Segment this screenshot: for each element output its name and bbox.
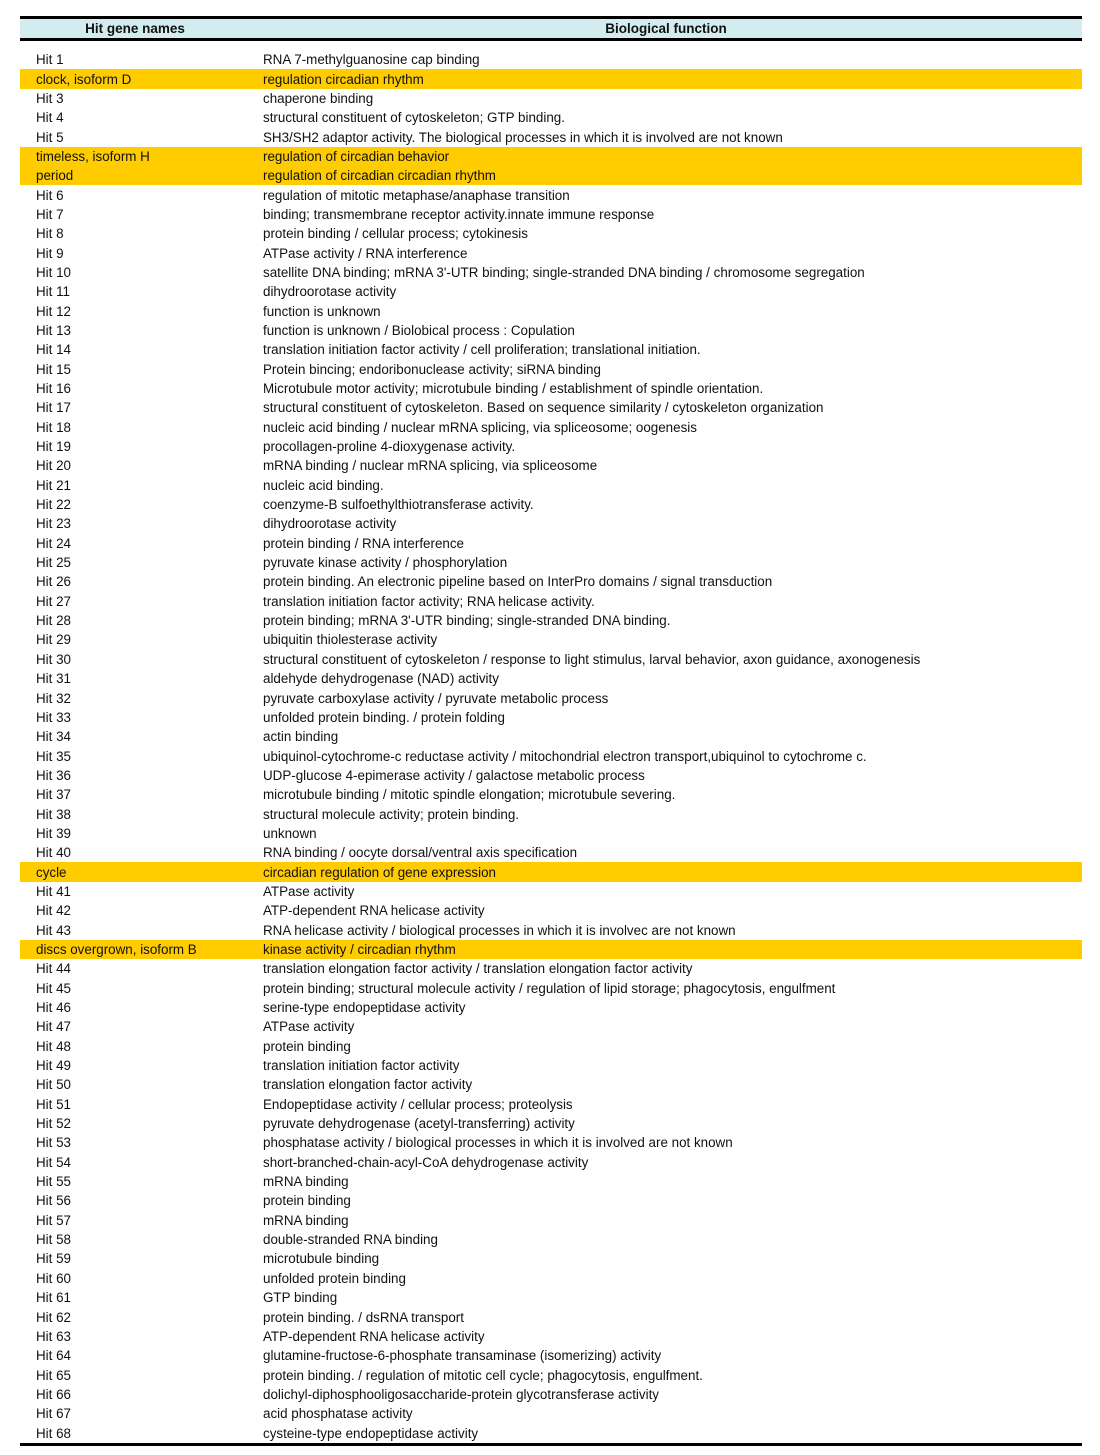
table-row xyxy=(20,804,1082,823)
table-header xyxy=(20,19,1082,38)
gene-name-cell: Hit 52 xyxy=(36,1116,71,1132)
header-gene-names: Hit gene names xyxy=(85,21,185,36)
table-row xyxy=(20,862,1082,881)
function-cell: protein binding; structural molecule activity / regulation of lipid storage; phagocytosis, engulfment xyxy=(263,980,836,996)
function-cell: function is unknown xyxy=(263,303,381,319)
table-row xyxy=(20,495,1082,514)
gene-name-cell: Hit 25 xyxy=(36,555,71,571)
gene-name-cell: Hit 66 xyxy=(36,1386,71,1402)
function-cell: unknown xyxy=(263,825,317,841)
gene-name-cell: Hit 15 xyxy=(36,361,71,377)
table-row xyxy=(20,669,1082,688)
gene-name-cell: Hit 64 xyxy=(36,1348,71,1364)
function-cell: protein binding / RNA interference xyxy=(263,535,464,551)
gene-name-cell: Hit 50 xyxy=(36,1077,71,1093)
function-cell: unfolded protein binding xyxy=(263,1270,406,1286)
function-cell: mRNA binding xyxy=(263,1174,349,1190)
gene-name-cell: Hit 24 xyxy=(36,535,71,551)
gene-name-cell: Hit 67 xyxy=(36,1406,71,1422)
gene-name-cell: Hit 38 xyxy=(36,806,71,822)
table-row xyxy=(20,998,1082,1017)
bottom-rule xyxy=(20,1443,1082,1446)
table-row xyxy=(20,572,1082,591)
table-row xyxy=(20,340,1082,359)
function-cell: pyruvate dehydrogenase (acetyl-transferring) activity xyxy=(263,1116,575,1132)
function-cell: RNA 7-methylguanosine cap binding xyxy=(263,52,480,68)
function-cell: ubiquitin thiolesterase activity xyxy=(263,632,438,648)
function-cell: protein binding. An electronic pipeline based on InterPro domains / signal transduction xyxy=(263,574,773,590)
function-cell: protein binding xyxy=(263,1193,351,1209)
table-row xyxy=(20,940,1082,959)
table-row xyxy=(20,1095,1082,1114)
table-row xyxy=(20,89,1082,108)
function-cell: procollagen-proline 4-dioxygenase activity. xyxy=(263,439,516,455)
table-row xyxy=(20,514,1082,533)
function-cell: kinase activity / circadian rhythm xyxy=(263,941,456,957)
table-row xyxy=(20,437,1082,456)
table-row xyxy=(20,108,1082,127)
table-row xyxy=(20,785,1082,804)
function-cell: dihydroorotase activity xyxy=(263,284,397,300)
gene-name-cell: timeless, isoform H xyxy=(36,148,150,164)
table-row xyxy=(20,127,1082,146)
table-row xyxy=(20,979,1082,998)
table-row xyxy=(20,166,1082,185)
table-row xyxy=(20,611,1082,630)
gene-name-cell: Hit 42 xyxy=(36,903,71,919)
header-biological-function: Biological function xyxy=(605,21,727,36)
function-cell: ATPase activity xyxy=(263,883,355,899)
table-row xyxy=(20,920,1082,939)
function-cell: dihydroorotase activity xyxy=(263,516,397,532)
function-cell: structural constituent of cytoskeleton; GTP binding. xyxy=(263,110,565,126)
function-cell: protein binding. / regulation of mitotic cell cycle; phagocytosis, engulfment. xyxy=(263,1367,703,1383)
function-cell: phosphatase activity / biological processes in which it is involved are not known xyxy=(263,1135,733,1151)
function-cell: regulation of mitotic metaphase/anaphase transition xyxy=(263,187,570,203)
table-row xyxy=(20,824,1082,843)
table-row xyxy=(20,1075,1082,1094)
function-cell: mRNA binding / nuclear mRNA splicing, via spliceosome xyxy=(263,458,598,474)
table-row xyxy=(20,1191,1082,1210)
table-row xyxy=(20,630,1082,649)
gene-name-cell: cycle xyxy=(36,864,67,880)
function-cell: dolichyl-diphosphooligosaccharide-protein glycotransferase activity xyxy=(263,1386,659,1402)
function-cell: SH3/SH2 adaptor activity. The biological processes in which it is involved are not known xyxy=(263,129,783,145)
table-row xyxy=(20,69,1082,88)
table-row xyxy=(20,843,1082,862)
gene-name-cell: Hit 11 xyxy=(36,284,70,300)
gene-name-cell: Hit 43 xyxy=(36,922,71,938)
gene-name-cell: discs overgrown, isoform B xyxy=(36,941,197,957)
function-cell: unfolded protein binding. / protein folding xyxy=(263,709,505,725)
table-row xyxy=(20,959,1082,978)
gene-name-cell: Hit 34 xyxy=(36,729,71,745)
gene-name-cell: Hit 29 xyxy=(36,632,71,648)
table-row xyxy=(20,766,1082,785)
gene-name-cell: Hit 4 xyxy=(36,110,64,126)
function-cell: double-stranded RNA binding xyxy=(263,1232,438,1248)
table-row xyxy=(20,1017,1082,1036)
gene-name-cell: clock, isoform D xyxy=(36,71,132,87)
gene-name-cell: Hit 28 xyxy=(36,613,71,629)
table-row xyxy=(20,456,1082,475)
table-row xyxy=(20,592,1082,611)
table-row xyxy=(20,1153,1082,1172)
gene-name-cell: Hit 12 xyxy=(36,303,71,319)
table-row xyxy=(20,301,1082,320)
function-cell: coenzyme-B sulfoethylthiotransferase activity. xyxy=(263,497,534,513)
function-cell: chaperone binding xyxy=(263,90,374,106)
gene-name-cell: Hit 17 xyxy=(36,400,71,416)
function-cell: actin binding xyxy=(263,729,339,745)
function-cell: Microtubule motor activity; microtubule binding / establishment of spindle orientation. xyxy=(263,381,764,397)
function-cell: ATPase activity xyxy=(263,1019,355,1035)
function-cell: function is unknown / Biolobical process : Copulation xyxy=(263,322,575,338)
function-cell: protein binding; mRNA 3'-UTR binding; single-stranded DNA binding. xyxy=(263,613,671,629)
gene-name-cell: Hit 46 xyxy=(36,1000,71,1016)
gene-name-cell: Hit 59 xyxy=(36,1251,71,1267)
table-row xyxy=(20,147,1082,166)
gene-name-cell: Hit 7 xyxy=(36,206,64,222)
gene-name-cell: Hit 21 xyxy=(36,477,71,493)
function-cell: RNA binding / oocyte dorsal/ventral axis specification xyxy=(263,845,578,861)
function-cell: microtubule binding / mitotic spindle elongation; microtubule severing. xyxy=(263,787,676,803)
table-row xyxy=(20,1269,1082,1288)
function-cell: short-branched-chain-acyl-CoA dehydrogenase activity xyxy=(263,1154,589,1170)
function-cell: UDP-glucose 4-epimerase activity / galactose metabolic process xyxy=(263,767,645,783)
gene-name-cell: Hit 48 xyxy=(36,1038,71,1054)
function-cell: translation elongation factor activity xyxy=(263,1077,473,1093)
function-cell: regulation circadian rhythm xyxy=(263,71,424,87)
function-cell: ATP-dependent RNA helicase activity xyxy=(263,1328,485,1344)
function-cell: protein binding xyxy=(263,1038,351,1054)
function-cell: GTP binding xyxy=(263,1290,338,1306)
gene-function-table xyxy=(20,16,1082,1446)
gene-name-cell: Hit 68 xyxy=(36,1425,71,1441)
gene-name-cell: Hit 51 xyxy=(36,1096,71,1112)
gene-name-cell: Hit 44 xyxy=(36,961,71,977)
gene-name-cell: Hit 41 xyxy=(36,883,71,899)
table-row xyxy=(20,746,1082,765)
table-row xyxy=(20,882,1082,901)
function-cell: regulation of circadian behavior xyxy=(263,148,450,164)
function-cell: nucleic acid binding / nuclear mRNA splicing, via spliceosome; oogenesis xyxy=(263,419,697,435)
gene-name-cell: Hit 26 xyxy=(36,574,71,590)
gene-name-cell: Hit 56 xyxy=(36,1193,71,1209)
gene-name-cell: Hit 55 xyxy=(36,1174,71,1190)
gene-name-cell: Hit 31 xyxy=(36,671,71,687)
function-cell: ATPase activity / RNA interference xyxy=(263,245,468,261)
table-row xyxy=(20,321,1082,340)
table-row xyxy=(20,50,1082,69)
function-cell: nucleic acid binding. xyxy=(263,477,384,493)
gene-name-cell: Hit 40 xyxy=(36,845,71,861)
gene-name-cell: Hit 61 xyxy=(36,1290,71,1306)
gene-name-cell: Hit 19 xyxy=(36,439,71,455)
gene-name-cell: Hit 30 xyxy=(36,651,71,667)
gene-name-cell: Hit 35 xyxy=(36,748,71,764)
function-cell: translation initiation factor activity; RNA helicase activity. xyxy=(263,593,595,609)
table-row xyxy=(20,1423,1082,1442)
gene-name-cell: Hit 65 xyxy=(36,1367,71,1383)
gene-name-cell: Hit 18 xyxy=(36,419,71,435)
function-cell: protein binding. / dsRNA transport xyxy=(263,1309,464,1325)
gene-name-cell: Hit 27 xyxy=(36,593,71,609)
function-cell: Endopeptidase activity / cellular process; proteolysis xyxy=(263,1096,573,1112)
table-row xyxy=(20,1404,1082,1423)
function-cell: translation initiation factor activity xyxy=(263,1058,460,1074)
table-row xyxy=(20,901,1082,920)
function-cell: pyruvate carboxylase activity / pyruvate metabolic process xyxy=(263,690,609,706)
table-row xyxy=(20,1133,1082,1152)
function-cell: microtubule binding xyxy=(263,1251,380,1267)
gene-name-cell: Hit 9 xyxy=(36,245,64,261)
gene-name-cell: Hit 58 xyxy=(36,1232,71,1248)
table-row xyxy=(20,1230,1082,1249)
gene-name-cell: Hit 13 xyxy=(36,322,71,338)
table-row xyxy=(20,243,1082,262)
table-row xyxy=(20,727,1082,746)
gene-name-cell: Hit 36 xyxy=(36,767,71,783)
function-cell: ubiquinol-cytochrome-c reductase activity / mitochondrial electron transport,ubiquinol to cytochrome c. xyxy=(263,748,867,764)
gene-name-cell: Hit 6 xyxy=(36,187,64,203)
gene-name-cell: Hit 39 xyxy=(36,825,71,841)
gene-name-cell: Hit 5 xyxy=(36,129,64,145)
table-row xyxy=(20,553,1082,572)
table-row xyxy=(20,1365,1082,1384)
table-row xyxy=(20,476,1082,495)
function-cell: structural molecule activity; protein binding. xyxy=(263,806,520,822)
gene-name-cell: Hit 23 xyxy=(36,516,71,532)
table-row xyxy=(20,224,1082,243)
table-row xyxy=(20,708,1082,727)
function-cell: mRNA binding xyxy=(263,1212,349,1228)
function-cell: structural constituent of cytoskeleton. Based on sequence similarity / cytoskeleton organization xyxy=(263,400,824,416)
table-row xyxy=(20,1288,1082,1307)
gene-name-cell: Hit 10 xyxy=(36,264,71,280)
table-row xyxy=(20,1172,1082,1191)
table-row xyxy=(20,282,1082,301)
gene-name-cell: Hit 8 xyxy=(36,226,64,242)
table-row xyxy=(20,418,1082,437)
function-cell: acid phosphatase activity xyxy=(263,1406,413,1422)
table-row xyxy=(20,1211,1082,1230)
table-row xyxy=(20,1307,1082,1326)
gene-name-cell: Hit 54 xyxy=(36,1154,71,1170)
gene-name-cell: Hit 22 xyxy=(36,497,71,513)
table-body xyxy=(20,50,1082,1443)
gene-name-cell: Hit 20 xyxy=(36,458,71,474)
table-row xyxy=(20,1114,1082,1133)
function-cell: protein binding / cellular process; cytokinesis xyxy=(263,226,528,242)
function-cell: RNA helicase activity / biological processes in which it is involvec are not known xyxy=(263,922,736,938)
gene-name-cell: Hit 49 xyxy=(36,1058,71,1074)
table-row xyxy=(20,1385,1082,1404)
gene-name-cell: Hit 47 xyxy=(36,1019,71,1035)
gene-name-cell: Hit 60 xyxy=(36,1270,71,1286)
table-row xyxy=(20,1249,1082,1268)
gene-name-cell: Hit 37 xyxy=(36,787,71,803)
function-cell: binding; transmembrane receptor activity.innate immune response xyxy=(263,206,655,222)
gene-name-cell: Hit 53 xyxy=(36,1135,71,1151)
function-cell: translation elongation factor activity / translation elongation factor activity xyxy=(263,961,693,977)
table-row xyxy=(20,534,1082,553)
table-row xyxy=(20,360,1082,379)
gene-name-cell: Hit 45 xyxy=(36,980,71,996)
gene-name-cell: Hit 1 xyxy=(36,52,64,68)
table-row xyxy=(20,688,1082,707)
gene-name-cell: Hit 14 xyxy=(36,342,71,358)
function-cell: regulation of circadian circadian rhythm xyxy=(263,168,496,184)
function-cell: Protein bincing; endoribonuclease activity; siRNA binding xyxy=(263,361,601,377)
gene-name-cell: Hit 62 xyxy=(36,1309,71,1325)
gene-name-cell: Hit 3 xyxy=(36,90,64,106)
function-cell: aldehyde dehydrogenase (NAD) activity xyxy=(263,671,499,687)
function-cell: ATP-dependent RNA helicase activity xyxy=(263,903,485,919)
function-cell: serine-type endopeptidase activity xyxy=(263,1000,466,1016)
gene-name-cell: Hit 33 xyxy=(36,709,71,725)
function-cell: cysteine-type endopeptidase activity xyxy=(263,1425,479,1441)
function-cell: pyruvate kinase activity / phosphorylation xyxy=(263,555,508,571)
gene-name-cell: Hit 16 xyxy=(36,381,71,397)
table-row xyxy=(20,205,1082,224)
function-cell: glutamine-fructose-6-phosphate transaminase (isomerizing) activity xyxy=(263,1348,662,1364)
gene-name-cell: Hit 63 xyxy=(36,1328,71,1344)
table-row xyxy=(20,1346,1082,1365)
table-row xyxy=(20,379,1082,398)
gene-name-cell: Hit 57 xyxy=(36,1212,71,1228)
table-row xyxy=(20,398,1082,417)
table-row xyxy=(20,1327,1082,1346)
table-row xyxy=(20,263,1082,282)
table-row xyxy=(20,185,1082,204)
gene-name-cell: period xyxy=(36,168,74,184)
gene-name-cell: Hit 32 xyxy=(36,690,71,706)
function-cell: satellite DNA binding; mRNA 3'-UTR binding; single-stranded DNA binding / chromosome segregation xyxy=(263,264,865,280)
function-cell: circadian regulation of gene expression xyxy=(263,864,496,880)
function-cell: structural constituent of cytoskeleton / response to light stimulus, larval behavior, axon guidance, axonogenesis xyxy=(263,651,921,667)
table-row xyxy=(20,650,1082,669)
table-row xyxy=(20,1056,1082,1075)
table-row xyxy=(20,1037,1082,1056)
function-cell: translation initiation factor activity / cell proliferation; translational initiation. xyxy=(263,342,701,358)
